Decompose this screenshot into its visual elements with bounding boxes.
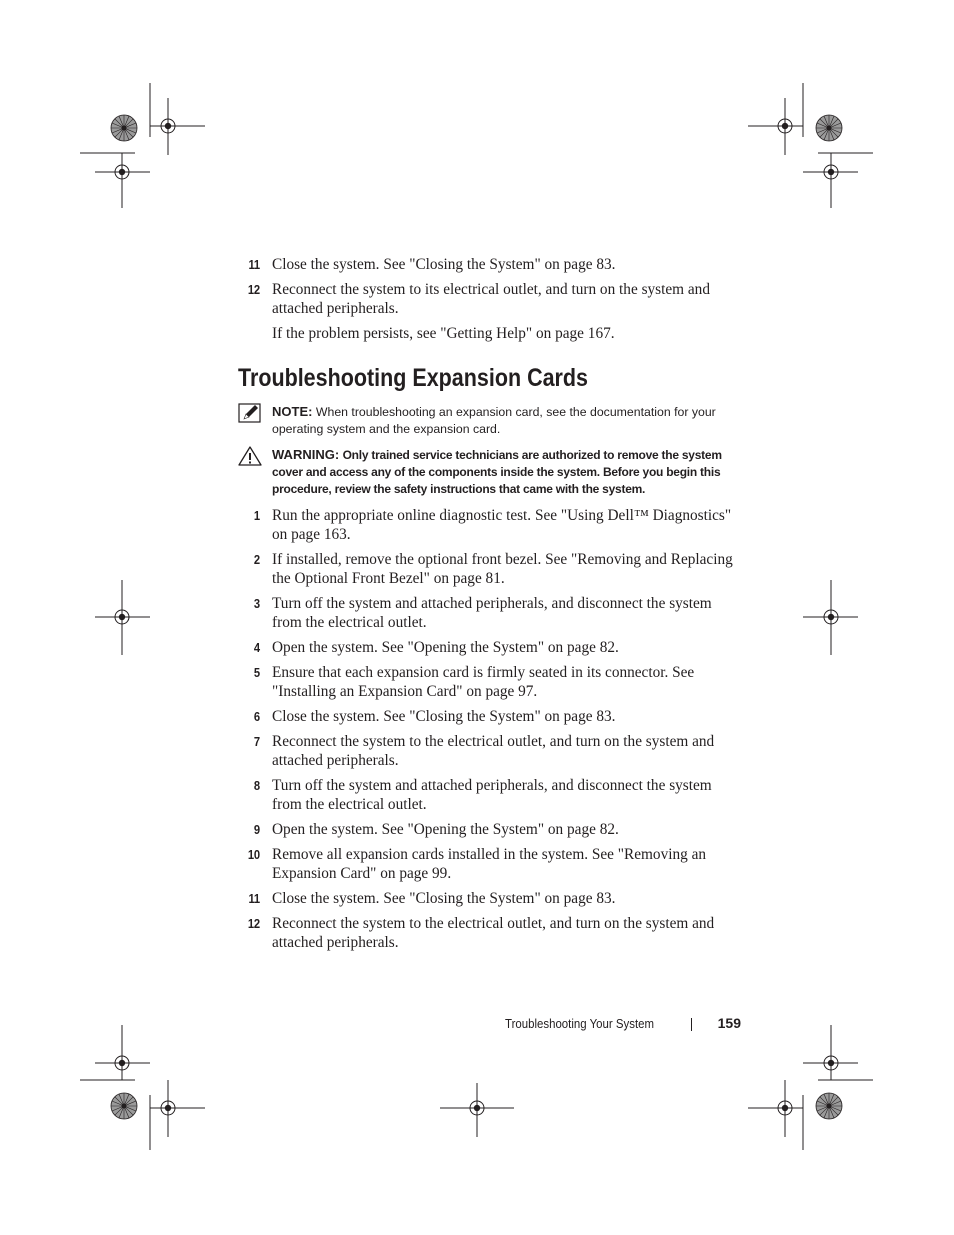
footer-divider bbox=[691, 1018, 692, 1031]
step-number: 7 bbox=[253, 734, 260, 749]
step-text: Reconnect the system to its electrical outlet, and turn on the system and attached peripherals. bbox=[272, 281, 710, 317]
note-callout bbox=[238, 403, 738, 438]
step-number: 2 bbox=[253, 552, 260, 567]
warning-text: Only trained service technicians are authorized to remove the system cover and access any of the components inside the system. Before you begin this procedure, review the safety instructions that came with the system. bbox=[272, 448, 722, 496]
list-item bbox=[238, 255, 738, 274]
list-item bbox=[238, 889, 738, 908]
list-item bbox=[238, 280, 738, 318]
page-footer bbox=[505, 1014, 741, 1034]
list-item bbox=[238, 707, 738, 726]
step-number: 3 bbox=[253, 596, 260, 611]
list-item bbox=[238, 663, 738, 701]
step-text: Close the system. See "Closing the System" on page 83. bbox=[272, 890, 616, 907]
step-text: Close the system. See "Closing the System" on page 83. bbox=[272, 708, 616, 725]
list-item bbox=[238, 638, 738, 657]
list-item bbox=[238, 550, 738, 588]
step-text: Remove all expansion cards installed in the system. See "Removing an Expansion Card" on page 99. bbox=[272, 846, 707, 882]
page-number: 159 bbox=[717, 1015, 741, 1031]
pencil-icon bbox=[238, 403, 272, 438]
list-item bbox=[238, 732, 738, 770]
step-text: If installed, remove the optional front bezel. See "Removing and Replacing the Optional Front Bezel" on page 81. bbox=[272, 551, 733, 587]
step-number: 11 bbox=[248, 891, 260, 906]
step-number: 12 bbox=[247, 282, 260, 297]
list-item bbox=[238, 845, 738, 883]
step-number: 1 bbox=[253, 508, 260, 523]
list-item bbox=[238, 506, 738, 544]
step-number: 4 bbox=[253, 640, 260, 655]
step-text: Turn off the system and attached peripherals, and disconnect the system from the electrical outlet. bbox=[272, 595, 712, 631]
followup-text: If the problem persists, see "Getting Help" on page 167. bbox=[272, 325, 615, 342]
step-number: 11 bbox=[248, 257, 260, 272]
step-text: Open the system. See "Opening the System" on page 82. bbox=[272, 639, 619, 656]
warning-triangle-icon bbox=[238, 446, 272, 498]
step-text: Ensure that each expansion card is firmly seated in its connector. See "Installing an Expansion Card" on page 97. bbox=[272, 664, 695, 700]
step-text: Turn off the system and attached peripherals, and disconnect the system from the electrical outlet. bbox=[272, 777, 712, 813]
step-text: Close the system. See "Closing the System" on page 83. bbox=[272, 256, 616, 273]
section-title: Troubleshooting Expansion Cards bbox=[238, 364, 589, 392]
step-text: Run the appropriate online diagnostic test. See "Using Dell™ Diagnostics" on page 163. bbox=[272, 507, 732, 543]
list-item bbox=[238, 776, 738, 814]
step-number: 10 bbox=[247, 847, 260, 862]
footer-section-title: Troubleshooting Your System bbox=[505, 1016, 655, 1031]
step-number: 5 bbox=[253, 665, 260, 680]
list-item bbox=[238, 820, 738, 839]
step-text: Reconnect the system to the electrical outlet, and turn on the system and attached peripherals. bbox=[272, 915, 715, 951]
step-text: Reconnect the system to the electrical outlet, and turn on the system and attached peripherals. bbox=[272, 733, 715, 769]
warning-callout bbox=[238, 446, 738, 498]
step-number: 9 bbox=[253, 822, 260, 837]
warning-label: WARNING: bbox=[272, 447, 340, 462]
step-text: Open the system. See "Opening the System" on page 82. bbox=[272, 821, 619, 838]
list-item bbox=[238, 594, 738, 632]
step-number: 8 bbox=[253, 778, 260, 793]
note-text: When troubleshooting an expansion card, see the documentation for your operating system and the expansion card. bbox=[272, 405, 716, 436]
list-item bbox=[238, 914, 738, 952]
note-label: NOTE: bbox=[272, 404, 313, 419]
step-number: 12 bbox=[247, 916, 260, 931]
step-number: 6 bbox=[253, 709, 260, 724]
page-content bbox=[238, 255, 738, 958]
